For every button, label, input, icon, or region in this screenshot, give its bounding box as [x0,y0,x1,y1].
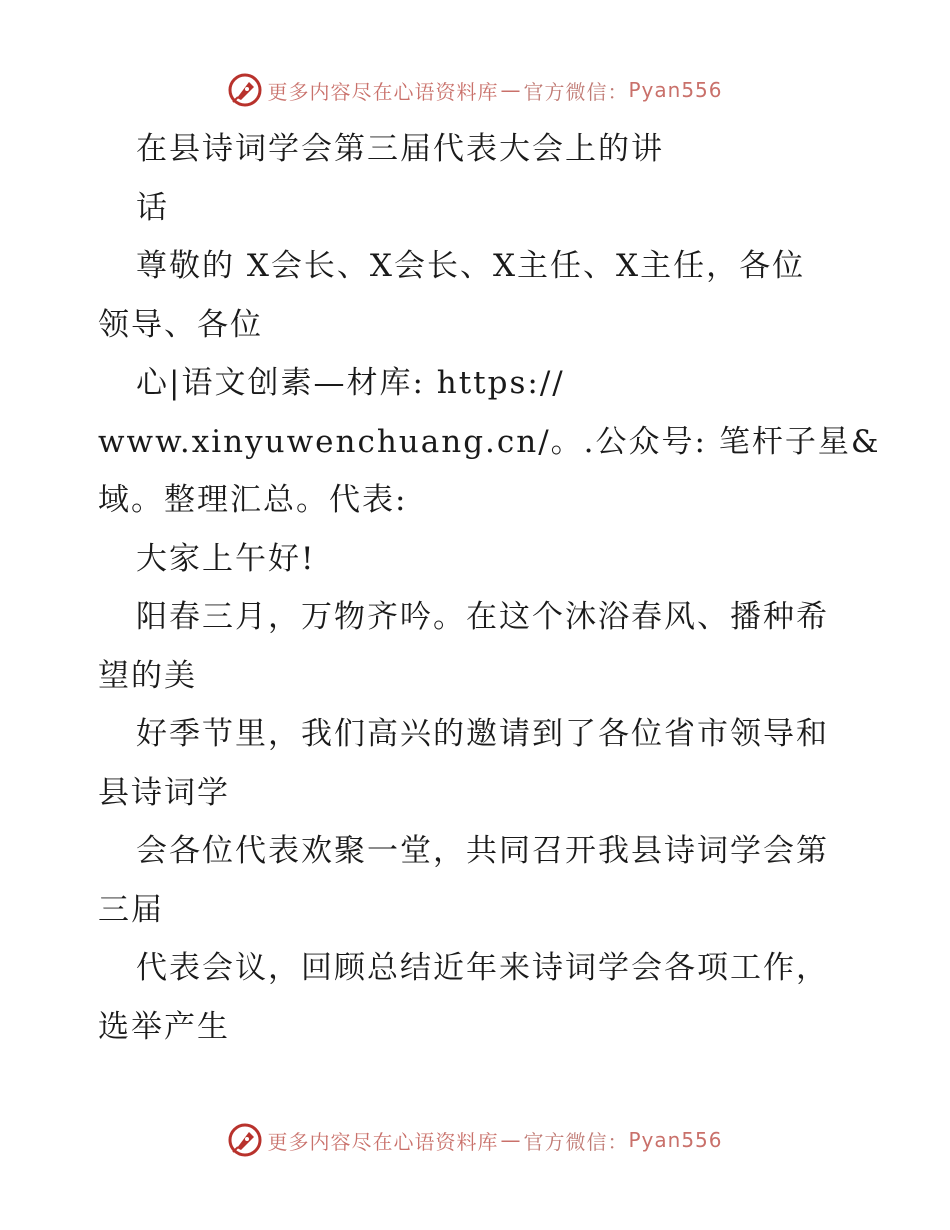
banner-main-text: 更多内容尽在心语资料库 [267,1129,499,1154]
doc-line: 三届 [98,891,164,928]
banner-wechat-label: 官方微信： [523,79,629,104]
doc-line: 县诗词学 [98,774,230,811]
banner-main-text: 更多内容尽在心语资料库 [267,79,499,104]
pen-nib-logo-icon [227,72,263,108]
pen-nib-logo-icon [227,1122,263,1158]
doc-line: 阳春三月，万物齐吟。在这个沐浴春风、播种希 [136,599,829,635]
banner-separator: — [500,1128,522,1152]
document-body [98,120,881,1056]
doc-line: 选举产生 [98,1008,230,1045]
doc-line: 领导、各位 [98,306,263,343]
banner-wechat-id: Pyan556 [628,1128,723,1152]
header-banner [0,70,950,110]
doc-line: 话 [136,189,169,226]
doc-line: 代表会议，回顾总结近年来诗词学会各项工作， [136,950,829,986]
banner-separator: — [500,78,522,102]
doc-line: 大家上午好! [136,540,316,577]
doc-line: 会各位代表欢聚一堂，共同召开我县诗词学会第 [136,833,829,869]
banner-wechat-label: 官方微信： [523,1129,629,1154]
doc-line: www.xinyuwenchuang.cn/。.公众号: 笔杆子星& [98,423,881,460]
doc-line: 在县诗词学会第三届代表大会上的讲 [136,131,664,167]
doc-line: 好季节里，我们高兴的邀请到了各位省市领导和 [136,716,829,752]
doc-line: 域。整理汇总。代表: [98,482,408,518]
footer-banner [0,1120,950,1160]
banner-wechat-id: Pyan556 [628,78,723,102]
doc-line: 尊敬的 X会长、X会长、X主任、X主任，各位 [136,248,806,284]
doc-line: 望的美 [98,657,197,694]
doc-line: 心|语文创素—材库: https:// [136,365,565,401]
